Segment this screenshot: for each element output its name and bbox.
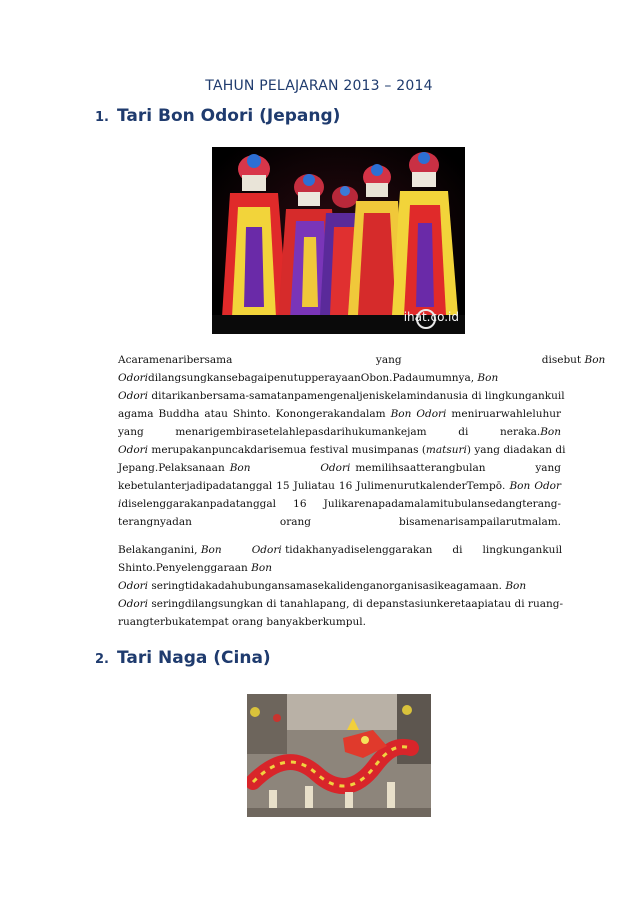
paragraph-1: Acaramenaribersama yang disebut Bon OdoridilangsungkansebagaipenutupperayaanObon.Padaumumnya, Bon Odori ditarikanbersama-samatanpamengenaljeniskelamindanusia di lingkungankuil agama Buddha atau Shinto. Konongerakandalam Bon Odori meniruarwahleluhur yang menarigembirasetelahlepasdarihukumankejam di neraka.Bon Odori merupakanpuncakdarisemua festival musimpanas (matsuri) yang diadakan di Jepang.Pelaksanaan Bon Odori memilihsaatterangbulan yang kebetulanterjadipadatanggal 15 Juliatau 16 JulimenurutkalenderTempō. Bon Odor idiselenggarakanpadatanggal 16 Julikarenapadamalamitubulansedangterang- terangnyadan orang bisamenarisampailarutmalam. bbox=[118, 354, 606, 528]
paragraph-2: Belakanganini, Bon Odori tidakhanyadiselenggarakan di lingkungankuil Shinto.Penyelenggaraan Bon Odori seringtidakadahubungansamasekalidenganorganisasikeagamaan. Bon Odori seringdilangsungkan di tanahlapang, di depanstasiunkeretaapiatau di ruang- ruangterbukatempat orang banyakberkumpul. bbox=[118, 544, 564, 628]
dragon-dance-photo bbox=[247, 694, 431, 817]
section-heading-tari-naga bbox=[95, 648, 271, 668]
photo-watermark: ihat.co.id bbox=[403, 310, 459, 324]
bon-odori-illustration bbox=[212, 147, 465, 334]
section-number: 1. bbox=[95, 110, 109, 125]
dragon-dance-illustration bbox=[247, 694, 431, 817]
page-header-title: TAHUN PELAJARAN 2013 – 2014 bbox=[205, 78, 433, 94]
section-number: 2. bbox=[95, 652, 109, 667]
bon-odori-dancers-photo bbox=[212, 147, 465, 334]
section-title: Tari Bon Odori (Jepang) bbox=[117, 106, 341, 126]
section-title: Tari Naga (Cina) bbox=[117, 648, 271, 668]
section-heading-bon-odori bbox=[95, 106, 340, 126]
